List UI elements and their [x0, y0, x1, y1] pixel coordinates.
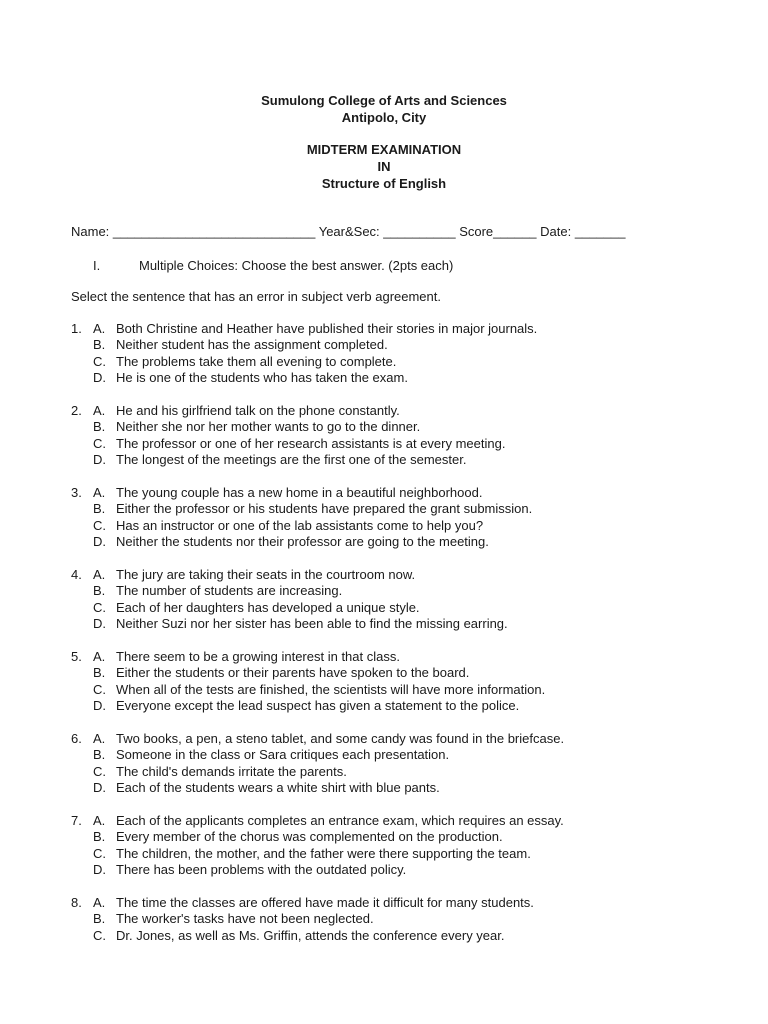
option-letter: C. [93, 353, 106, 369]
question-number: 5. [71, 649, 82, 664]
answer-option [71, 583, 751, 599]
option-letter: B. [93, 911, 106, 927]
option-letter: B. [93, 419, 106, 435]
answer-option [71, 780, 751, 796]
answer-option [71, 862, 751, 878]
exam-title: MIDTERM EXAMINATION [306, 142, 462, 157]
question-number: 8. [71, 895, 82, 910]
answer-option [71, 616, 751, 632]
question-item [71, 895, 751, 944]
option-text: There seem to be a growing interest in that class. [116, 649, 400, 664]
answer-option [71, 452, 751, 468]
option-text: Has an instructor or one of the lab assistants come to help you? [116, 517, 484, 533]
school-name: Sumulong College of Arts and Sciences [261, 93, 507, 108]
question-number: 6. [71, 731, 82, 746]
answer-option [71, 682, 751, 698]
answer-option [71, 813, 751, 829]
question-item [71, 485, 751, 551]
option-text: The professor or one of her research assistants is at every meeting. [116, 435, 506, 451]
answer-option [71, 600, 751, 616]
option-text: Neither she nor her mother wants to go to the dinner. [116, 419, 421, 435]
answer-option [71, 649, 751, 665]
option-text: The jury are taking their seats in the courtroom now. [116, 567, 416, 582]
instruction-text: Select the sentence that has an error in subject verb agreement. [71, 289, 441, 304]
option-letter: B. [93, 747, 106, 763]
option-text: The children, the mother, and the father were there supporting the team. [116, 845, 531, 861]
answer-option [71, 567, 751, 583]
option-letter: C. [93, 599, 106, 615]
school-city: Antipolo, City [341, 110, 427, 125]
answer-option [71, 731, 751, 747]
option-text: The young couple has a new home in a beautiful neighborhood. [116, 485, 483, 500]
option-letter: A. [93, 813, 106, 828]
question-item [71, 813, 751, 879]
answer-option [71, 354, 751, 370]
answer-option [71, 436, 751, 452]
option-text: Each of her daughters has developed a unique style. [116, 599, 420, 615]
option-letter: D. [93, 616, 106, 632]
answer-option [71, 928, 751, 944]
option-letter: B. [93, 337, 106, 353]
question-number: 1. [71, 321, 82, 336]
section-heading [93, 258, 453, 273]
answer-option [71, 895, 751, 911]
option-letter: D. [93, 780, 106, 796]
option-letter: A. [93, 485, 106, 500]
option-letter: A. [93, 567, 106, 582]
section-text: Multiple Choices: Choose the best answer. (2pts each) [139, 258, 454, 273]
answer-option [71, 321, 751, 337]
option-text: Two books, a pen, a steno tablet, and some candy was found in the briefcase. [116, 731, 565, 746]
option-letter: C. [93, 763, 106, 779]
question-item [71, 567, 751, 633]
option-letter: D. [93, 698, 106, 714]
option-text: Either the students or their parents have spoken to the board. [116, 665, 470, 681]
answer-option [71, 911, 751, 927]
answer-option [71, 764, 751, 780]
question-number: 7. [71, 813, 82, 828]
option-letter: C. [93, 681, 106, 697]
question-item [71, 649, 751, 715]
option-text: When all of the tests are finished, the scientists will have more information. [116, 681, 546, 697]
option-text: Either the professor or his students have prepared the grant submission. [116, 501, 533, 517]
answer-option [71, 534, 751, 550]
option-letter: A. [93, 649, 106, 664]
option-text: The child's demands irritate the parents. [116, 763, 347, 779]
option-letter: D. [93, 452, 106, 468]
option-letter: A. [93, 403, 106, 418]
option-letter: C. [93, 845, 106, 861]
option-text: Each of the applicants completes an entrance exam, which requires an essay. [116, 813, 564, 828]
option-text: Everyone except the lead suspect has given a statement to the police. [116, 698, 520, 714]
option-text: Dr. Jones, as well as Ms. Griffin, attends the conference every year. [116, 927, 505, 943]
answer-option [71, 829, 751, 845]
answer-option [71, 698, 751, 714]
answer-option [71, 403, 751, 419]
answer-option [71, 747, 751, 763]
option-text: Neither student has the assignment completed. [116, 337, 388, 353]
option-letter: D. [93, 370, 106, 386]
answer-option [71, 337, 751, 353]
answer-option [71, 846, 751, 862]
exam-in: IN [377, 159, 391, 174]
option-text: Someone in the class or Sara critiques each presentation. [116, 747, 450, 763]
option-letter: B. [93, 501, 106, 517]
answer-option [71, 419, 751, 435]
option-text: There has been problems with the outdated policy. [116, 862, 407, 878]
option-letter: B. [93, 829, 106, 845]
option-text: Both Christine and Heather have published their stories in major journals. [116, 321, 538, 336]
option-text: Neither Suzi nor her sister has been able to find the missing earring. [116, 616, 508, 632]
option-text: The problems take them all evening to complete. [116, 353, 397, 369]
question-number: 3. [71, 485, 82, 500]
option-letter: D. [93, 534, 106, 550]
question-item [71, 321, 751, 387]
option-letter: B. [93, 665, 106, 681]
option-letter: C. [93, 927, 106, 943]
answer-option [71, 485, 751, 501]
option-letter: A. [93, 895, 106, 910]
exam-header [0, 141, 768, 192]
answer-option [71, 665, 751, 681]
question-number: 4. [71, 567, 82, 582]
option-text: Every member of the chorus was complemented on the production. [116, 829, 503, 845]
student-info-line: Name: ____________________________ Year&Sec: __________ Score______ Date: _______ [71, 224, 626, 239]
option-text: The longest of the meetings are the first one of the semester. [116, 452, 467, 468]
option-text: Each of the students wears a white shirt with blue pants. [116, 780, 440, 796]
question-item [71, 403, 751, 469]
question-number: 2. [71, 403, 82, 418]
option-text: The time the classes are offered have made it difficult for many students. [116, 895, 534, 910]
option-letter: B. [93, 583, 106, 599]
option-text: The number of students are increasing. [116, 583, 343, 599]
option-letter: C. [93, 517, 106, 533]
exam-subject: Structure of English [321, 176, 447, 191]
answer-option [71, 518, 751, 534]
answer-option [71, 370, 751, 386]
option-text: Neither the students nor their professor are going to the meeting. [116, 534, 489, 550]
option-letter: D. [93, 862, 106, 878]
answer-option [71, 501, 751, 517]
section-number: I. [93, 258, 101, 273]
school-header [0, 92, 768, 126]
option-letter: C. [93, 435, 106, 451]
question-item [71, 731, 751, 797]
option-text: He is one of the students who has taken the exam. [116, 370, 408, 386]
option-letter: A. [93, 321, 106, 336]
option-letter: A. [93, 731, 106, 746]
option-text: He and his girlfriend talk on the phone constantly. [116, 403, 400, 418]
option-text: The worker's tasks have not been neglected. [116, 911, 374, 927]
